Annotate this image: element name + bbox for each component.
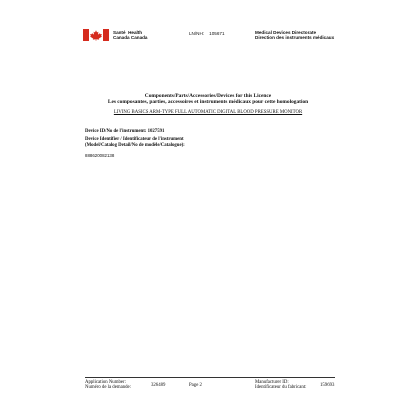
department-line-1: Santé Health (113, 30, 143, 35)
page-number: Page 2 (189, 383, 202, 388)
directorate-fr: Direction des instruments médicaux (255, 35, 335, 41)
manufacturer-id-label: Manufacturer ID: Identificateur du fabricant: (255, 380, 307, 391)
department-line-2: Canada Canada (113, 35, 148, 41)
canada-flag-icon (83, 29, 109, 41)
licence-number: LN/NH: 105671 (189, 31, 225, 36)
model-catalog-value: 888620082138 (85, 153, 115, 158)
department-wordmark (113, 30, 148, 40)
model-catalog-label: (Model/Catalog Detail/No de modèle/Catalogue): (85, 143, 185, 148)
page-title-fr: Les composantes, parties, accessoires et instruments médicaux pour cette homologation (107, 99, 309, 105)
device-name: LIVING BASICS ARM-TYPE FULL AUTOMATIC DIGITAL BLOOD PRESSURE MONITOR (113, 110, 303, 115)
flag-left-bar (83, 29, 89, 41)
directorate-en: Medical Devices Directorate (255, 30, 317, 35)
footer-divider (85, 377, 335, 378)
flag-right-bar (103, 29, 109, 41)
manufacturer-id-value: 159693 (320, 383, 335, 388)
application-number-label: Application Number: Numéro de la demande: (85, 380, 131, 391)
directorate-name (255, 30, 334, 40)
application-number-value: 326489 (151, 383, 166, 388)
device-identifier-label: Device Identifier / Identificateur de l'instrument (85, 137, 184, 142)
paper-sheet (72, 18, 346, 400)
maple-leaf-icon (90, 30, 102, 41)
device-id: Device ID/No de l'instrument: 1027591 (85, 129, 165, 134)
page-title-en: Components/Parts/Accessories/Devices for this Licence (144, 93, 272, 99)
